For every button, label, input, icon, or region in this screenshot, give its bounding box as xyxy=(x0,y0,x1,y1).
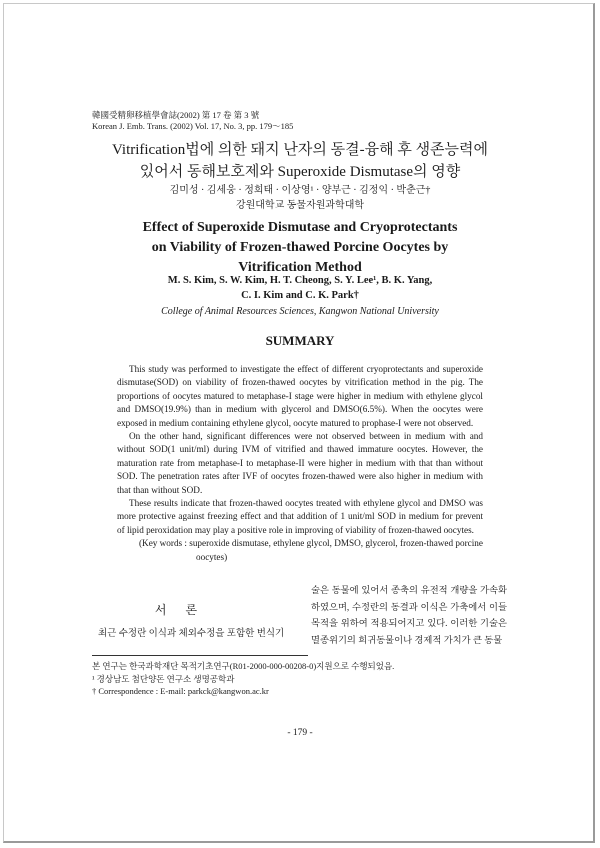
footnote-divider xyxy=(92,655,308,656)
journal-line-english: Korean J. Emb. Trans. (2002) Vol. 17, No. 3, pp. 179～185 xyxy=(92,121,294,131)
journal-citation xyxy=(92,110,293,132)
introduction-heading: 서 론 xyxy=(154,603,206,617)
korean-title-line-1: Vitrification법에 의한 돼지 난자의 동결-융해 후 생존능력에 xyxy=(111,142,489,158)
english-authors xyxy=(0,273,600,303)
summary-heading: SUMMARY xyxy=(265,333,335,348)
english-affiliation: College of Animal Resources Sciences, Kangwon National University xyxy=(161,306,439,317)
footnotes xyxy=(92,660,512,698)
abstract-paragraph-3: These results indicate that frozen-thawed oocytes treated with ethylene glycol and DMSO was more protective against freezing effect and that addition of 1 unit/ml SOD in medium for prevent of lipid peroxidation may play a positive role in improving of viability of frozen-thawed oocytes. xyxy=(117,498,483,535)
journal-line-korean: 韓國受精卵移植學會誌(2002) 第 17 卷 第 3 號 xyxy=(92,110,260,120)
abstract-paragraph-1: This study was performed to investigate the effect of different cryoprotectants and superoxide dismutase(SOD) on viability of frozen-thawed oocytes by vitrification method in the pig. The proportions of oocytes matured to metaphase-I stage were higher in medium with ethylene glycol and DMSO(19.9%) than in medium with glycerol and DMSO(6.5%). When the oocytes were exposed in medium containing ethylene glycol, oocyte matured to prophase-I were not observed. xyxy=(117,364,483,428)
footnote-affiliation: ¹ 경상남도 첨단양돈 연구소 생명공학과 xyxy=(92,673,235,684)
introduction-left-column: 최근 수정란 이식과 체외수정을 포함한 번식기 xyxy=(98,629,285,639)
abstract-paragraph-2: On the other hand, significant differences were not observed between in medium with and without SOD(1 unit/ml) during IVM of vitrified and thawed immature oocytes. However, the maturation rate from metaphase-I to metaphase-II were higher in medium with that than without SOD. The penetration rates after IVF of oocytes frozen-thawed were also higher in medium with that than without SOD. xyxy=(117,431,483,495)
korean-authors: 김미성 · 김세웅 · 정희태 · 이상영¹ · 양부근 · 김정익 · 박춘근† xyxy=(169,185,431,196)
footnote-funding: 본 연구는 한국과학재단 목적기초연구(R01-2000-000-00208-0)지원으로 수행되었음. xyxy=(92,661,395,671)
abstract xyxy=(117,363,483,564)
english-title-line-2: on Viability of Frozen-thawed Porcine Oocytes by xyxy=(151,240,449,255)
english-authors-line-2: C. I. Kim and C. K. Park† xyxy=(241,290,359,301)
english-title xyxy=(0,218,600,278)
english-authors-line-1: M. S. Kim, S. W. Kim, H. T. Cheong, S. Y. Lee¹, B. K. Yang, xyxy=(167,275,433,286)
introduction-right-column: 술은 동물에 있어서 종축의 유전적 개량을 가속화 하였으며, 수정란의 동결과 이식은 가축에서 이들 목적을 위하여 적용되어지고 있다. 이러한 기술은 멸종위기의 희귀동물이나 경제적 가치가 큰 동물 xyxy=(311,586,507,646)
english-title-line-1: Effect of Superoxide Dismutase and Cryoprotectants xyxy=(142,220,458,235)
keywords-line-2: oocytes) xyxy=(196,551,228,562)
footnote-correspondence: † Correspondence : E-mail: parkck@kangwon.ac.kr xyxy=(92,686,269,696)
korean-affiliation: 강원대학교 동물자원과학대학 xyxy=(235,200,365,211)
keywords-line-1: (Key words : superoxide dismutase, ethylene glycol, DMSO, glycerol, frozen-thawed porcine xyxy=(139,538,483,549)
english-title-line-3: Vitrification Method xyxy=(238,260,362,275)
page-number: - 179 - xyxy=(287,728,313,738)
korean-title-line-2: 있어서 동해보호제와 Superoxide Dismutase의 영향 xyxy=(139,164,461,180)
